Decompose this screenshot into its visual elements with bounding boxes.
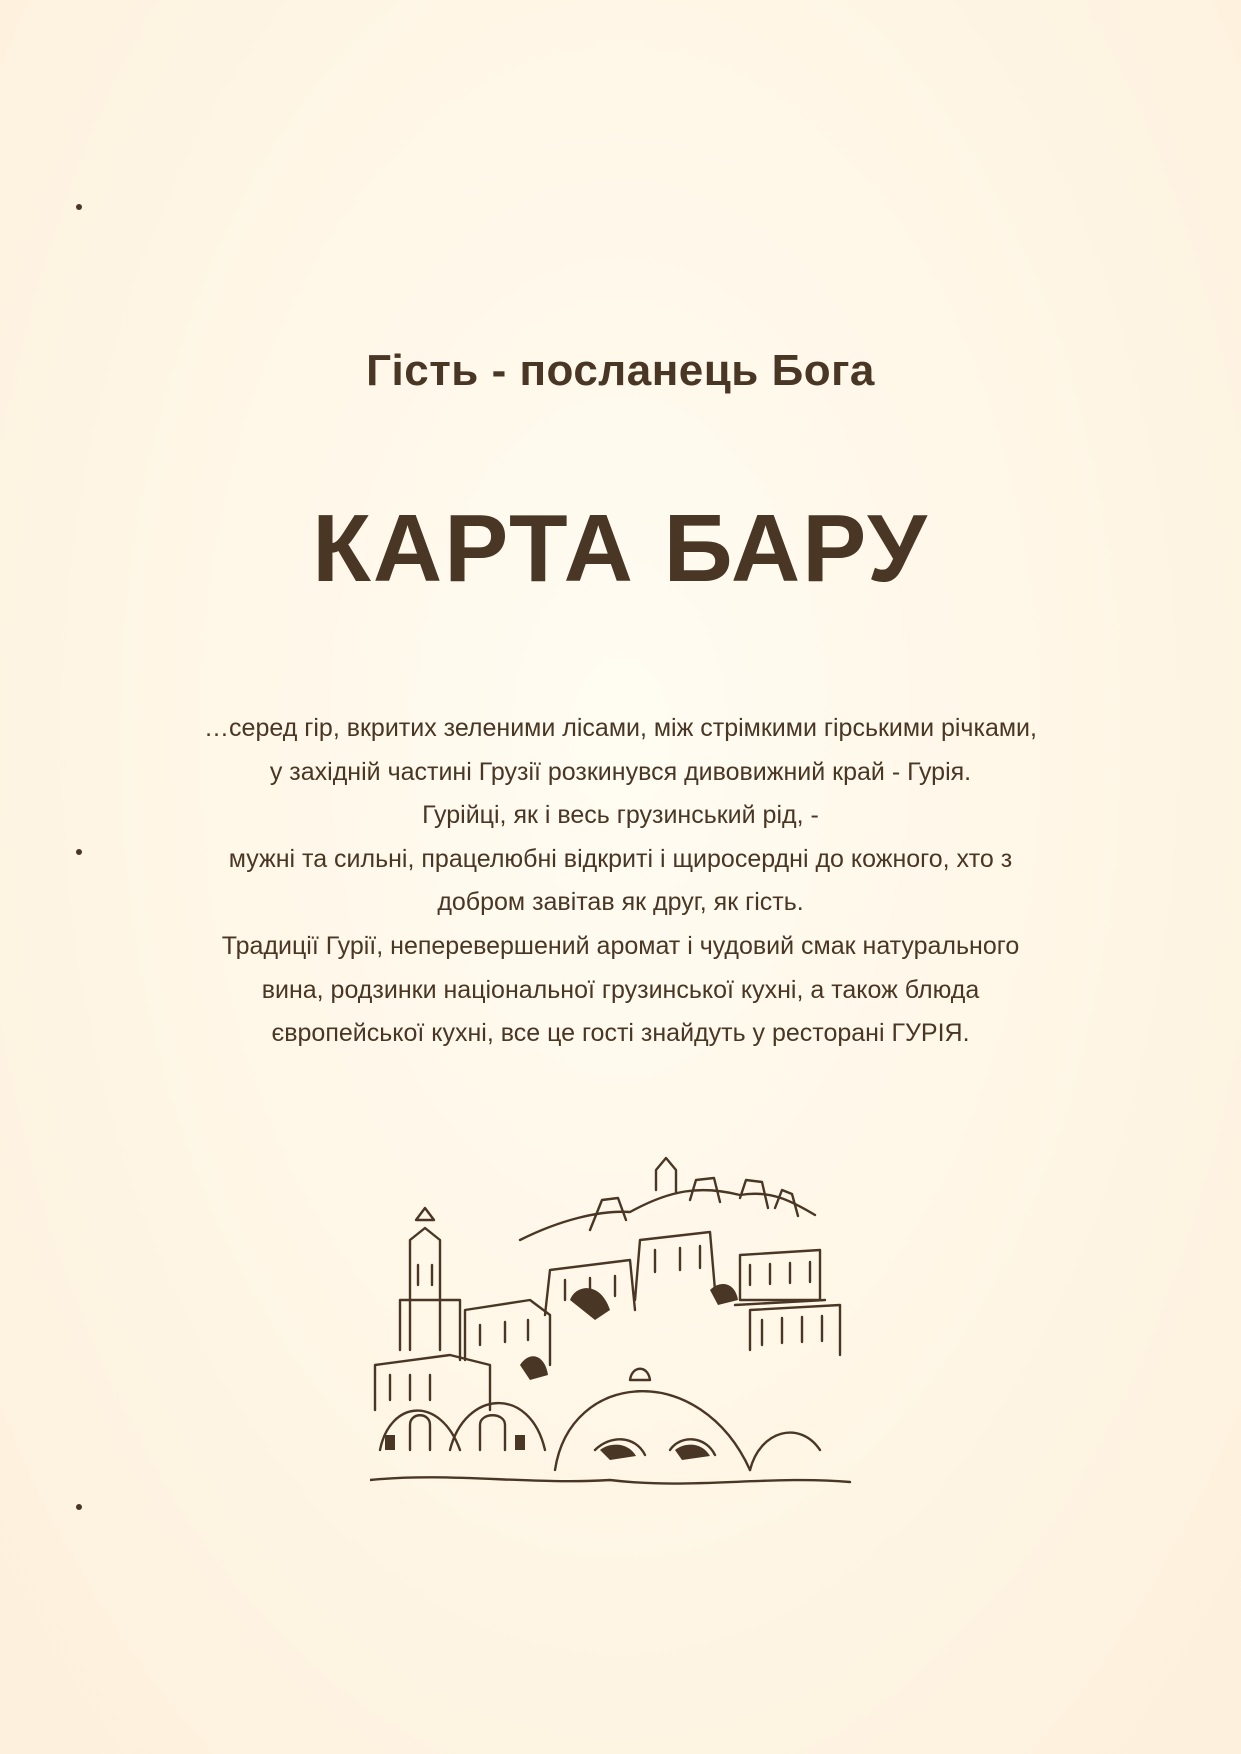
old-tbilisi-sketch-icon — [370, 1150, 910, 1505]
intro-line: вина, родзинки національної грузинської кухні, а також блюда — [261, 975, 980, 1004]
page-subtitle: Гість - посланець Бога — [366, 346, 875, 395]
bullet-dot-middle — [76, 849, 82, 855]
intro-line: Традиції Гурії, неперевершений аромат і чудовий смак натурального — [221, 931, 1020, 960]
bullet-dot-top — [76, 204, 82, 210]
intro-paragraph — [120, 707, 1121, 1056]
intro-line: Гурійці, як і весь грузинський рід, - — [422, 801, 819, 830]
intro-line: європейської кухні, все це гості знайдуть у ресторані ГУРІЯ. — [271, 1019, 970, 1048]
intro-line: у західній частині Грузії розкинувся дивовижний край - Гурія. — [269, 757, 972, 786]
intro-line: …серед гір, вкритих зеленими лісами, між стрімкими гірськими річками, — [204, 714, 1037, 742]
page-title: КАРТА БАРУ — [312, 495, 929, 602]
intro-line: добром завітав як друг, як гість. — [437, 888, 804, 917]
intro-line: мужні та сильні, працелюбні відкриті і щиросердні до кожного, хто з — [228, 844, 1013, 873]
bullet-dot-bottom — [76, 1504, 82, 1510]
